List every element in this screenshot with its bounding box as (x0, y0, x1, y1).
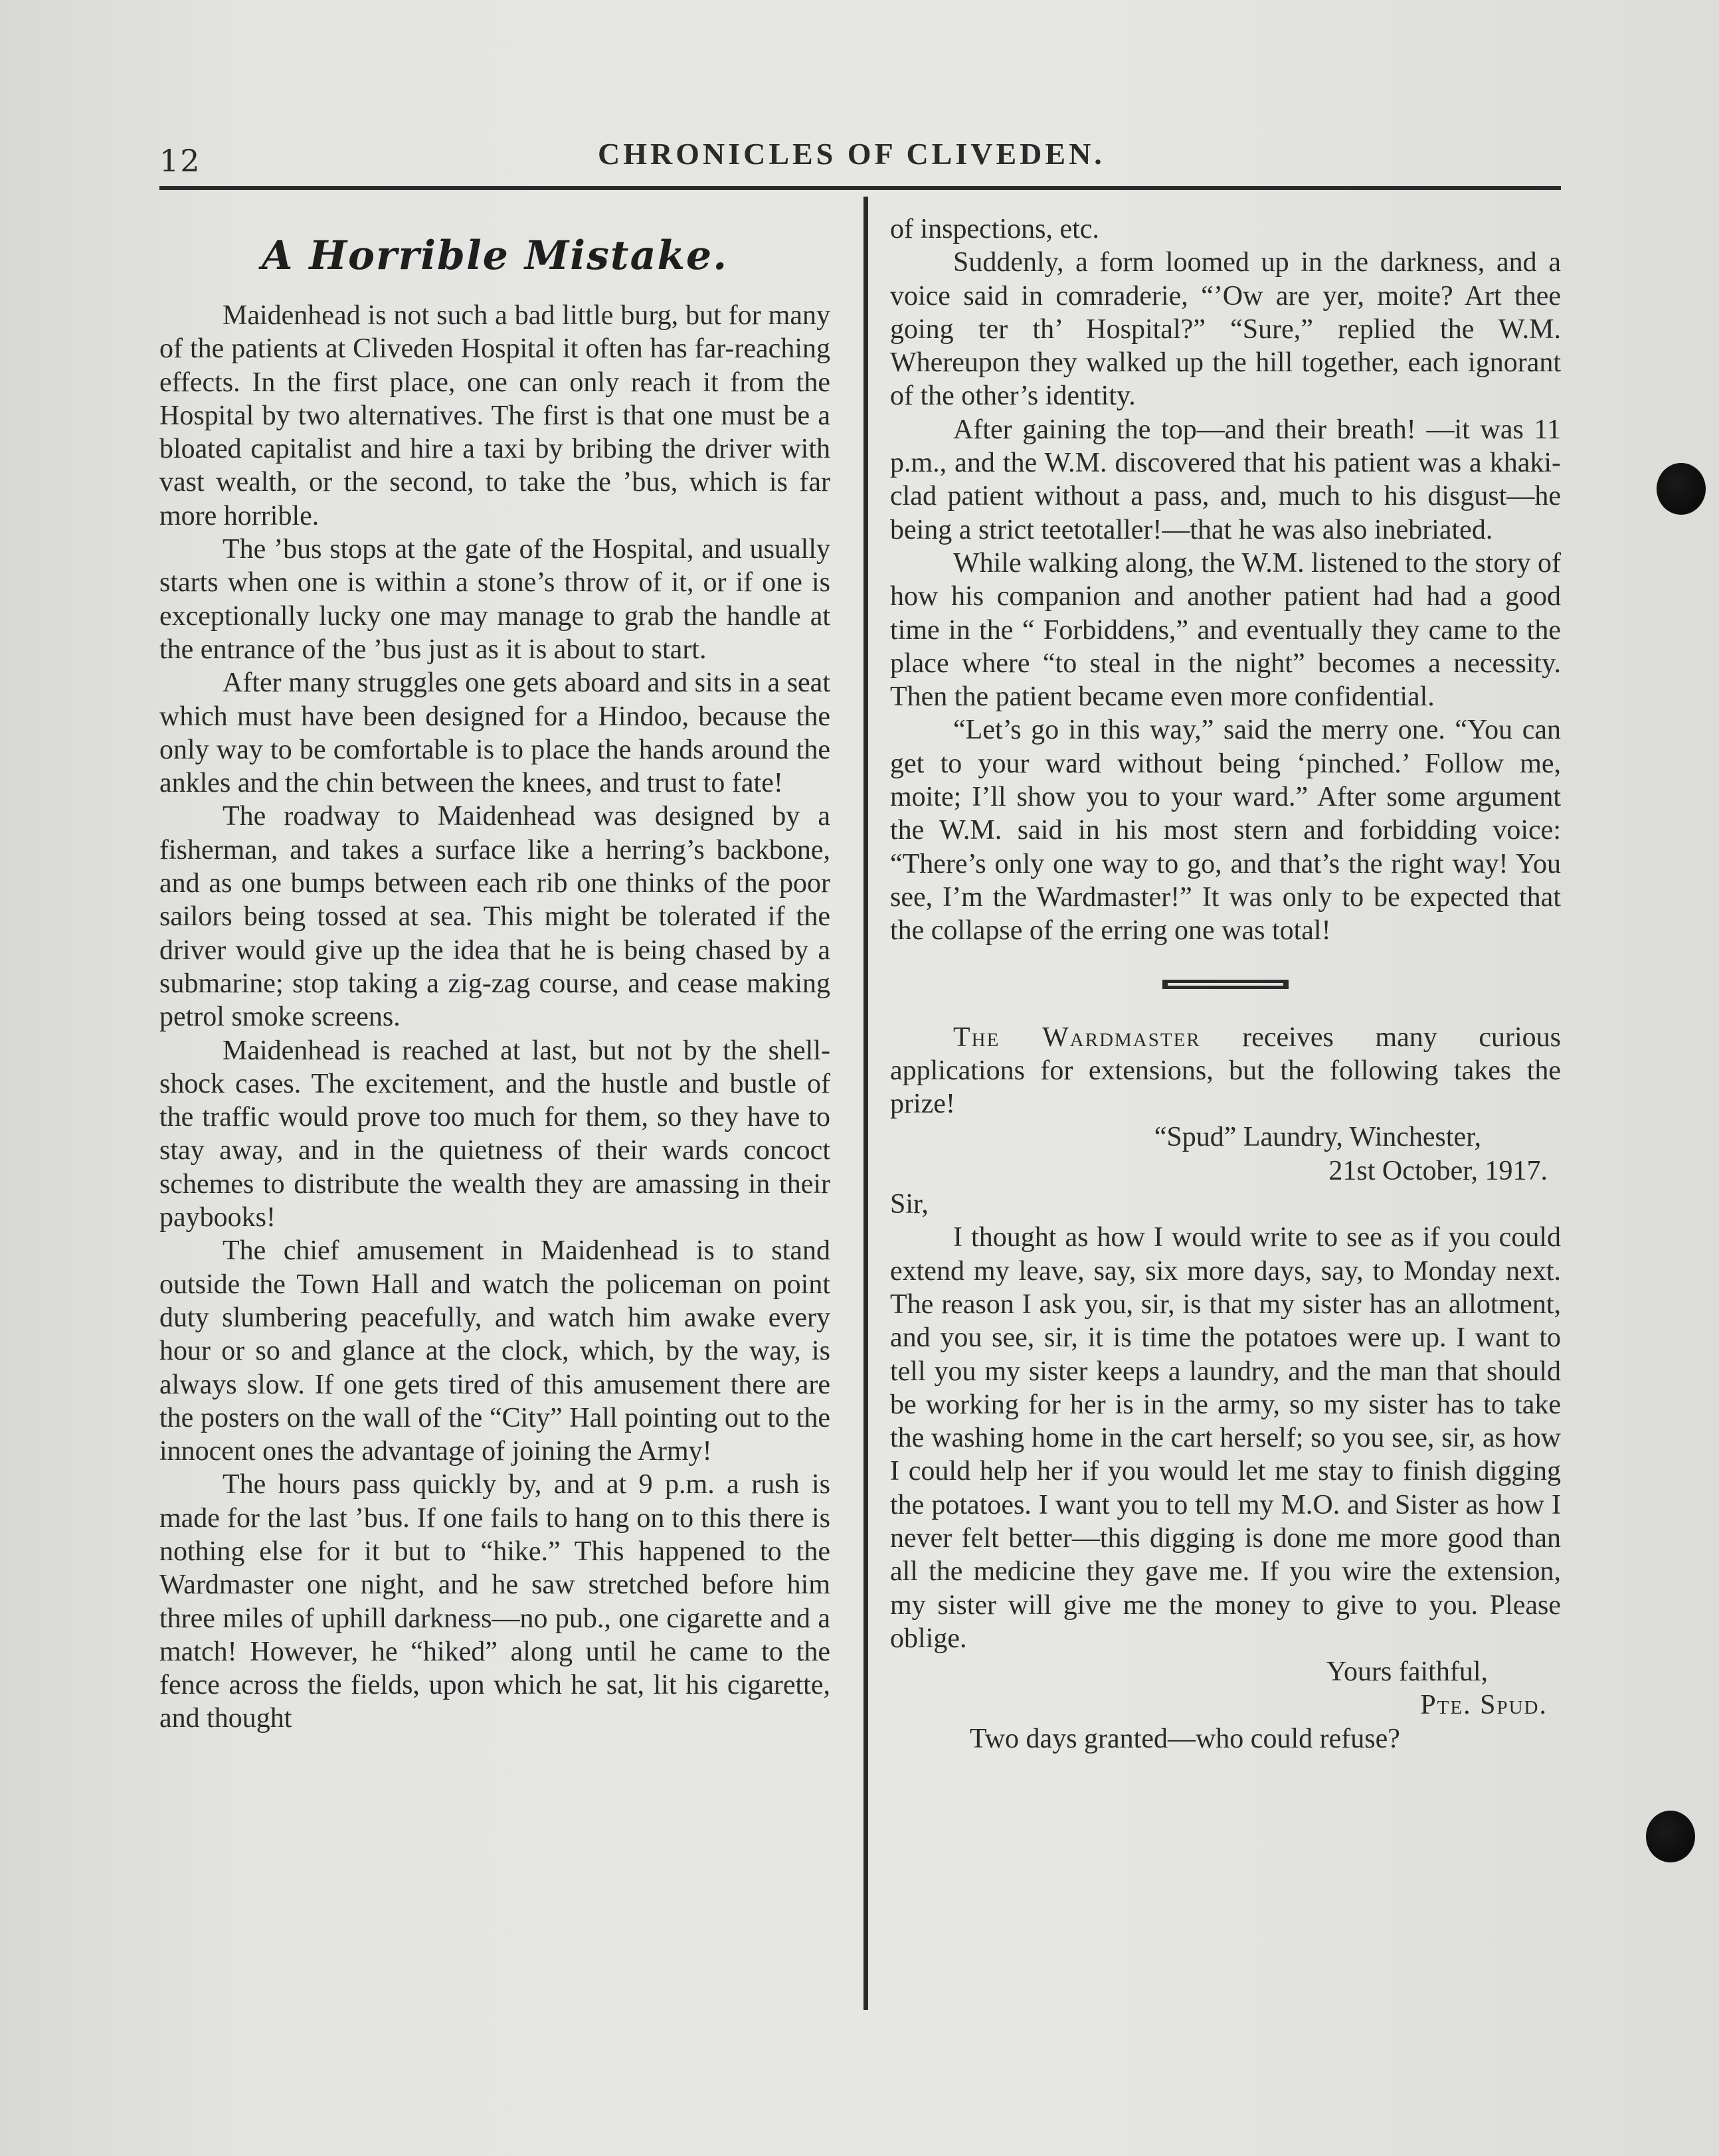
wardmaster-smallcaps: The Wardmaster (953, 1022, 1201, 1053)
letter-salutation: Sir, (890, 1189, 929, 1220)
article-paragraph: Suddenly, a form loomed up in the darkness, and a voice said in comraderie, “’Ow are yer, moite? Art thee going ter th’ Hospital?” “Sure,” replied the W.M. Whereupon they walked up the hill together, each ignorant of the other’s identity. (890, 247, 1561, 412)
letter-closing: Yours faithful, (1326, 1657, 1488, 1688)
letter-date: 21st October, 1917. (1328, 1155, 1548, 1186)
article-paragraph: While walking along, the W.M. listened to the story of how his companion and another patient had had a good time in the “ Forbiddens,” and eventually they came to the place where “to steal in the night” becomes a necessity. Then the patient became even more confidential. (890, 547, 1561, 713)
article-title: A Horrible Mistake. (261, 232, 729, 279)
letter-address-line: “Spud” Laundry, Winchester, (1154, 1122, 1481, 1153)
header-rule (159, 186, 1561, 190)
article-paragraph: After many struggles one gets aboard and sits in a seat which must have been designed for a Hindoo, because the only way to be comfortable is to place the hands around the ankles and the chin between the knees, and trust to fate! (159, 668, 830, 799)
article-paragraph: After gaining the top—and their breath! —it was 11 p.m., and the W.M. discovered that his patient was a khaki-clad patient without a pass, and, much to his disgust—he being a strict teetotaller!—that he was also inebriated. (890, 414, 1561, 545)
letter-intro-text: receives many curious applications for extensions, but the following takes the prize! (890, 1022, 1561, 1120)
article-paragraph: The roadway to Maidenhead was designed by a fisherman, and takes a surface like a herring’s backbone, and as one bumps between each rib one thinks of the poor sailors being tossed at sea. This might be tolerated if the driver would give up the idea that he is being chased by a submarine; stop taking a zig-zag course, and cease making petrol smoke screens. (159, 801, 830, 1033)
article-paragraph: Maidenhead is not such a bad little burg, but for many of the patients at Cliveden Hospital it often has far-reaching effects. In the first place, one can only reach it from the Hospital by two alternatives. The first is that one must be a bloated capitalist and hire a taxi by bribing the driver with vast wealth, or the second, to take the ’bus, which is far more horrible. (159, 300, 830, 531)
article-paragraph: The chief amusement in Maidenhead is to stand outside the Town Hall and watch the policeman on point duty slumbering peacefully, and watch him awake every hour or so and glance at the clock, which, by the way, is always slow. If one gets tired of this amusement there are the posters on the wall of the “City” Hall pointing out to the innocent ones the advantage of joining the Army! (159, 1235, 830, 1467)
editor-note: Two days granted—who could refuse? (970, 1723, 1400, 1754)
article-continuation: of inspections, etc. (890, 214, 1099, 244)
section-divider (1162, 980, 1289, 989)
article-paragraph: The ’bus stops at the gate of the Hospital, and usually starts when one is within a stone’s throw of it, or if one is exceptionally lucky one may manage to grab the handle at the entrance of the ’bus just as it is about to start. (159, 534, 830, 665)
running-title: CHRONICLES OF CLIVEDEN. (598, 137, 1105, 171)
letter-intro (890, 1021, 1561, 1121)
page-number: 12 (159, 143, 201, 179)
column-divider-rule (863, 197, 868, 2010)
article-paragraph: The hours pass quickly by, and at 9 p.m. a rush is made for the last ’bus. If one fails to hang on to this there is nothing else for it but to “hike.” This happened to the Wardmaster one night, and he saw stretched before him three miles of uphill darkness—no pub., one cigarette and a match! However, he “hiked” along until he came to the fence across the fields, upon which he sat, lit his cigarette, and thought (159, 1469, 830, 1734)
letter-signature: Pte. Spud. (1420, 1690, 1548, 1721)
page-header (159, 136, 1561, 183)
punch-hole (1646, 1811, 1695, 1862)
right-column (890, 213, 1561, 1755)
letter-body: I thought as how I would write to see as if you could extend my leave, say, six more days, say, to Monday next. The reason I ask you, sir, is that my sister has an allotment, and you see, sir, it is time the potatoes were up. I want to tell you my sister keeps a laundry, and the man that should be working for her is in the army, so my sister has to take the washing home in the cart herself; so you see, sir, as how I could help her if you would let me stay to finish digging the potatoes. I want you to tell my M.O. and Sister as how I never felt better—this digging is done me more good than all the medicine they gave me. If you wire the extension, my sister will give me the money to give to you. Please oblige. (890, 1222, 1561, 1654)
punch-hole (1657, 463, 1706, 515)
left-column (159, 213, 830, 1736)
article-paragraph: “Let’s go in this way,” said the merry one. “You can get to your ward without being ‘pinched.’ Follow me, moite; I’ll show you to your ward.” After some argument the W.M. said in his most stern and forbidding voice: “There’s only one way to go, and that’s the right way! You see, I’m the Wardmaster!” It was only to be expected that the collapse of the erring one was total! (890, 715, 1561, 946)
article-paragraph: Maidenhead is reached at last, but not by the shell-shock cases. The excitement, and the hustle and bustle of the traffic would prove too much for them, so they have to stay away, and in the quietness of their wards concoct schemes to distribute the wealth they are amassing in their paybooks! (159, 1035, 830, 1233)
